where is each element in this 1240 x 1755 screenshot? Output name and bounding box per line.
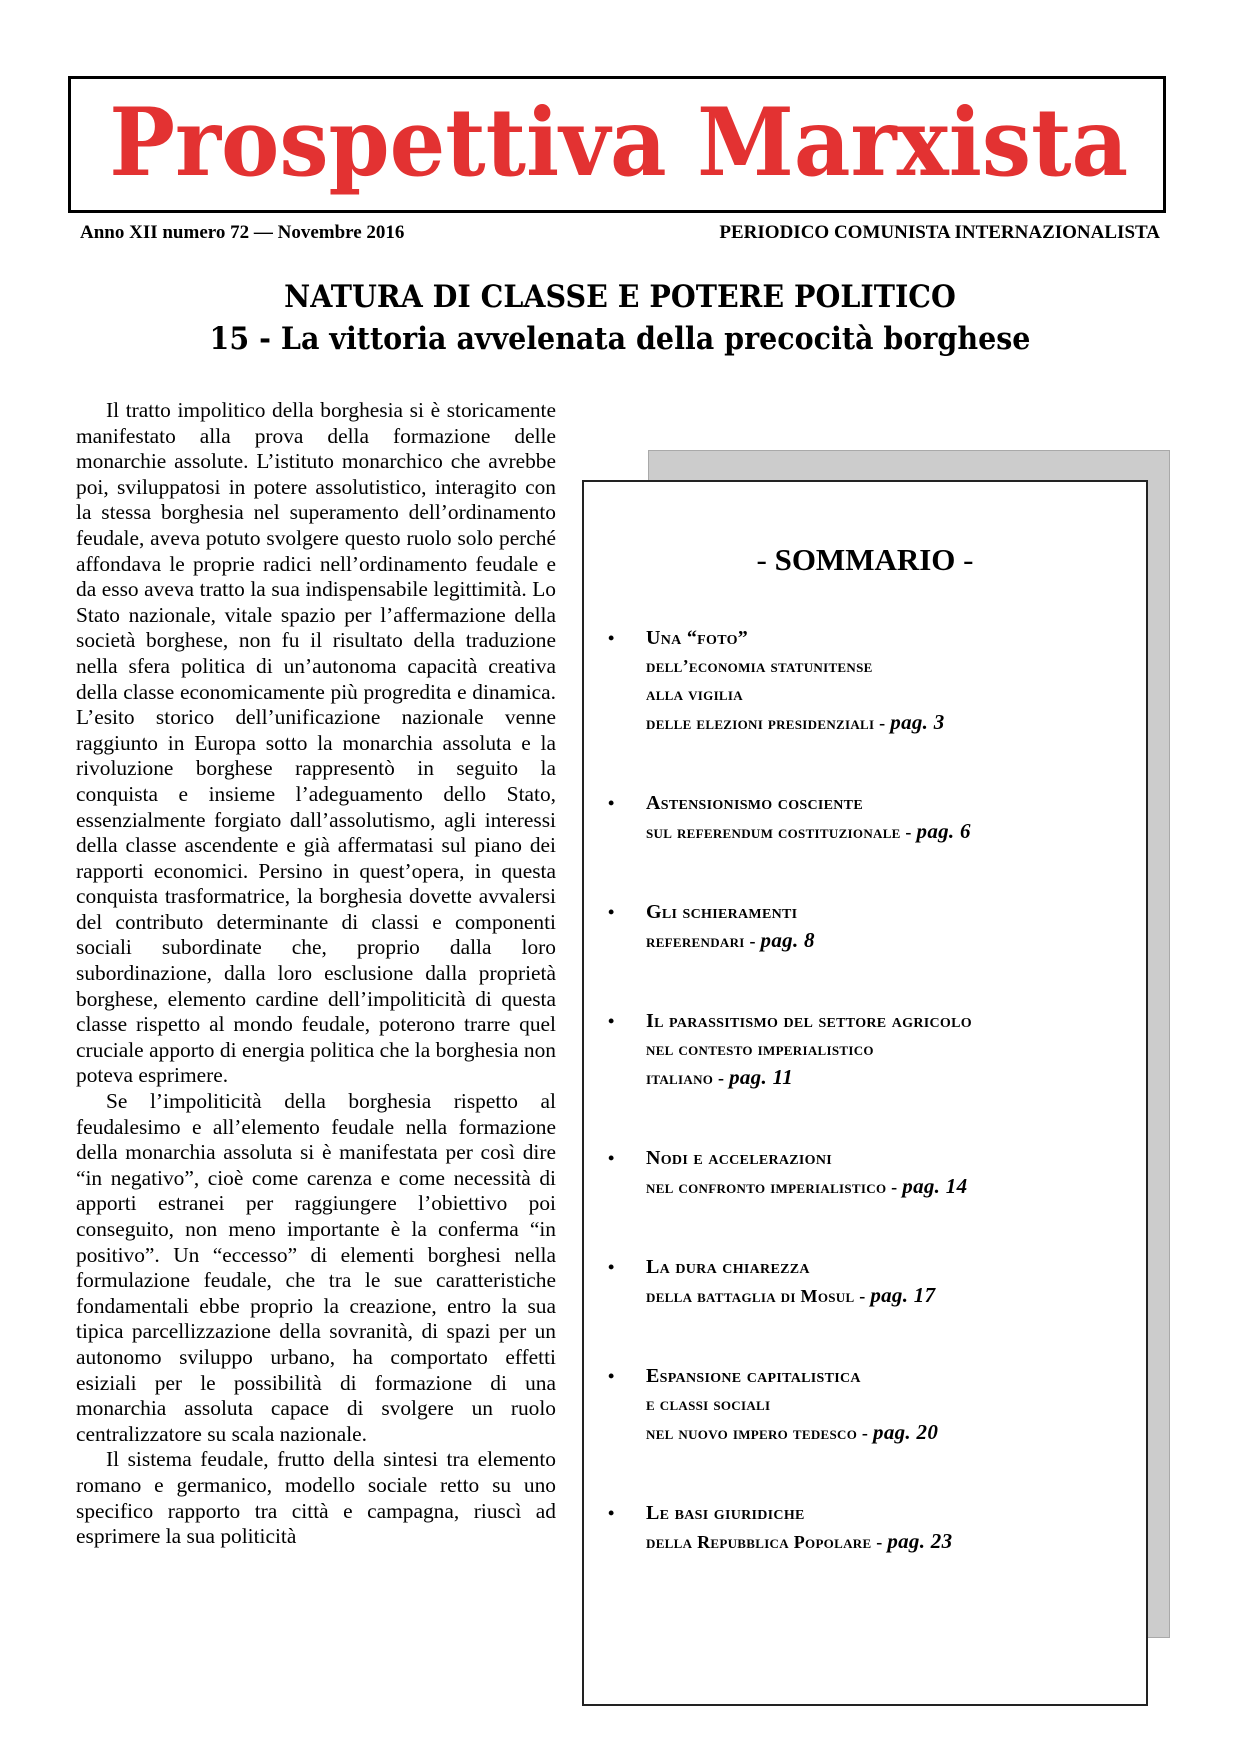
sommario-item-last-line	[646, 1418, 1136, 1447]
page-reference[interactable]: pag. 11	[729, 1065, 794, 1089]
sommario-item[interactable]	[604, 789, 1136, 846]
page-reference[interactable]: pag. 6	[916, 819, 971, 843]
sommario-item-line: Espansione capitalistica	[646, 1365, 861, 1387]
article-paragraph: Se l’impoliticità della borghesia rispetto al feudalesimo e all’elemento feudale nella formazione della monarchia assoluta si è manifestata per così dire “in negativo”, cioè come carenza e come necessità di apporti estranei per raggiungere l’obiettivo poi conseguito, non meno importante è la conferma “in positivo”. Un “eccesso” di elementi borghesi nella formulazione feudale, che tra le sue caratteristiche fondamentali ebbe proprio la creazione, entro la sua tipica parcellizzazione della sovranità, di spazi per un autonomo sviluppo urbano, ha comportato effetti esiziali per le possibilità di formazione di una monarchia assoluta capace di svolgere un ruolo centralizzatore su scala nazionale.	[76, 1089, 556, 1446]
page-reference[interactable]: pag. 8	[760, 928, 815, 952]
page-reference[interactable]: pag. 20	[873, 1420, 939, 1444]
sommario-item-last-line	[646, 926, 1136, 955]
article-paragraph: Il tratto impolitico della borghesia si è storicamente manifestato alla prova della formazione delle monarchie assolute. L’istituto monarchico che avrebbe poi, sviluppatosi in potere assolutistico, interagito con la stessa borghesia nel superamento dell’ordinamento feudale, aveva potuto svolgere questo ruolo solo perché affondava le proprie radici nell’ordinamento feudale e da esso aveva tratto la sua indispensabile legittimità. Lo Stato nazionale, vitale spazio per l’affermazione della società borghese, non fu il risultato della traduzione nella sfera politica di un’autonoma capacità creativa della classe economicamente più progredita e dinamica. L’esito storico dell’unificazione nazionale venne raggiunto in Europa sotto la monarchia assoluta e la rivoluzione borghese rappresentò in seguito la conquista e insieme l’adeguamento dello Stato, essenzialmente forgiato dall’assolutismo, agli interessi della classe ascendente e già affermatasi sul piano dei rapporti economici. Persino in quest’opera, in questa conquista trasformatrice, la borghesia dovette avvalersi del contributo determinante di classi e componenti sociali subordinate che, proprio dalla loro subordinazione, dalla loro esclusione dalla proprietà borghese, elemento cardine dell’impoliticità di questa classe rispetto al mondo feudale, poterono trarre quel cruciale apporto di energia politica che la borghesia non poteva esprimere.	[76, 398, 556, 1088]
bullet-icon: •	[608, 902, 615, 922]
bullet-icon: •	[608, 628, 615, 648]
sommario-item-last-line	[646, 708, 1136, 737]
sommario-item-last-line	[646, 1172, 1136, 1201]
sommario-item[interactable]	[604, 1144, 1136, 1201]
article-body	[76, 398, 556, 1550]
sommario-item-line: Nodi e accelerazioni	[646, 1147, 833, 1169]
sommario-item-line: dell’economia statunitense	[646, 656, 873, 676]
bullet-icon: •	[608, 1503, 615, 1523]
page-reference[interactable]: pag. 17	[870, 1283, 936, 1307]
sommario-item-line: Una “foto”	[646, 627, 749, 649]
sommario-item[interactable]	[604, 1253, 1136, 1310]
sommario-item-last-line	[646, 1281, 1136, 1310]
periodical-tagline: PERIODICO COMUNISTA INTERNAZIONALISTA	[719, 222, 1160, 243]
article-kicker: NATURA DI CLASSE E POTERE POLITICO	[284, 279, 956, 315]
sommario-item-line: nel contesto imperialistico	[646, 1039, 874, 1059]
sommario-item-line: Il parassitismo del settore agricolo	[646, 1010, 972, 1032]
sommario-item-line: delle elezioni presidenziali -	[646, 713, 891, 733]
bullet-icon: •	[608, 1148, 615, 1168]
masthead	[68, 76, 1166, 213]
sommario-item[interactable]	[604, 1362, 1136, 1447]
sommario-box	[582, 480, 1148, 1706]
sommario-item[interactable]	[604, 1007, 1136, 1092]
sommario-item-line: Le basi giuridiche	[646, 1502, 805, 1524]
bullet-icon: •	[608, 1366, 615, 1386]
issue-info: Anno XII numero 72 — Novembre 2016	[80, 222, 405, 243]
sommario-item-line: alla vigilia	[646, 684, 743, 704]
sommario-item-line: Astensionismo cosciente	[646, 792, 863, 814]
sommario-title: - SOMMARIO -	[756, 542, 974, 577]
bullet-icon: •	[608, 1257, 615, 1277]
sommario-item-last-line	[646, 817, 1136, 846]
bullet-icon: •	[608, 1011, 615, 1031]
sommario-item-line: della Repubblica Popolare -	[646, 1532, 888, 1552]
article-title: 15 - La vittoria avvelenata della precocità borghese	[209, 321, 1031, 357]
sommario-list	[604, 624, 1136, 1556]
page-reference[interactable]: pag. 14	[902, 1174, 968, 1198]
sommario-item-last-line	[646, 1527, 1136, 1556]
sommario-item[interactable]	[604, 1499, 1136, 1556]
sommario-item[interactable]	[604, 898, 1136, 955]
sommario-item-last-line	[646, 1063, 1136, 1092]
sommario-item-line: referendari -	[646, 931, 761, 951]
page-reference[interactable]: pag. 23	[887, 1529, 953, 1553]
article-headline	[0, 276, 1240, 360]
bullet-icon: •	[608, 793, 615, 813]
sommario-item-line: La dura chiarezza	[646, 1256, 810, 1278]
sommario-item-line: nel confronto imperialistico -	[646, 1177, 903, 1197]
sommario-item[interactable]	[604, 624, 1136, 737]
sommario-item-line: italiano -	[646, 1068, 730, 1088]
page-reference[interactable]: pag. 3	[890, 710, 945, 734]
sommario-item-line: sul referendum costituzionale -	[646, 822, 917, 842]
sommario-item-line: della battaglia di Mosul -	[646, 1286, 871, 1306]
article-paragraph: Il sistema feudale, frutto della sintesi tra elemento romano e germanico, modello sociale retto su uno specifico rapporto tra città e campagna, riuscì ad esprimere la sua politicità	[76, 1447, 556, 1549]
sommario-item-line: nel nuovo impero tedesco -	[646, 1423, 874, 1443]
sommario-item-line: Gli schieramenti	[646, 901, 798, 923]
sommario-item-line: e classi sociali	[646, 1394, 771, 1414]
newspaper-title: Prospettiva Marxista	[109, 88, 1129, 198]
